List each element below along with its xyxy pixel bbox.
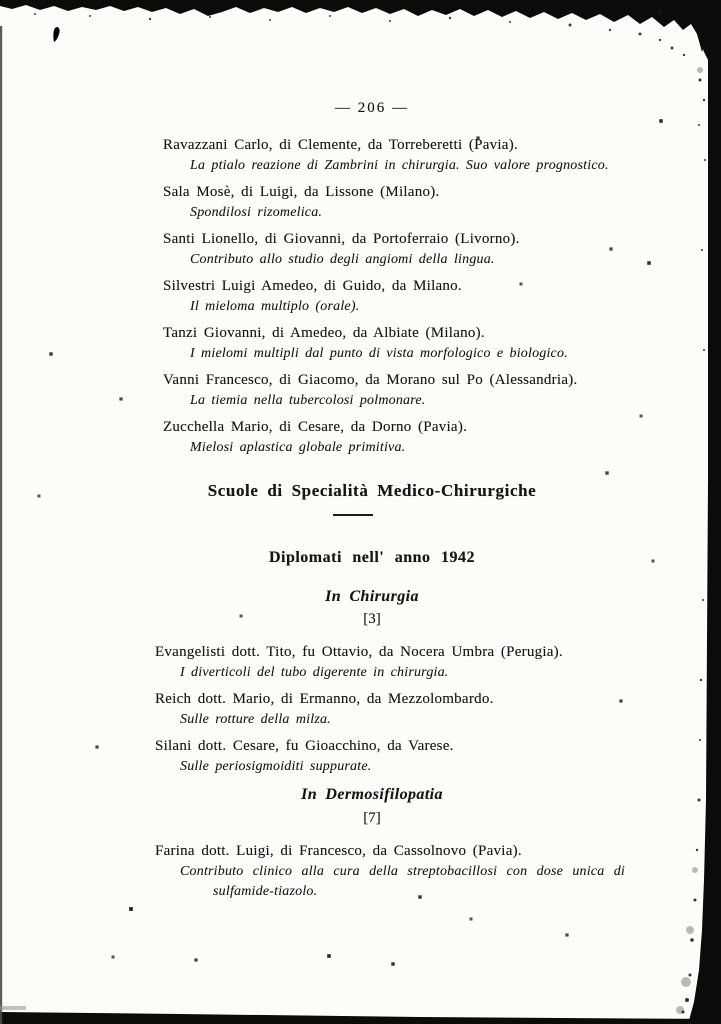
- graduate-entry: [0, 416, 721, 458]
- graduate-entry: [0, 228, 721, 270]
- graduate-entry: [0, 181, 721, 223]
- thesis-title: I mielomi multipli dal punto di vista morfologico e biologico.: [190, 346, 568, 361]
- graduate-name: Reich dott. Mario, di Ermanno, da Mezzolombardo.: [155, 691, 494, 707]
- graduate-name: Tanzi Giovanni, di Amedeo, da Albiate (Milano).: [163, 325, 485, 341]
- graduate-name: Evangelisti dott. Tito, fu Ottavio, da Nocera Umbra (Perugia).: [155, 644, 563, 660]
- graduate-entry: [0, 688, 721, 730]
- graduate-name: Farina dott. Luigi, di Francesco, da Cassolnovo (Pavia).: [155, 843, 522, 859]
- group-count-dermosifilopatia: [7]: [363, 810, 381, 826]
- graduate-list-top: [0, 134, 721, 463]
- graduate-name: Ravazzani Carlo, di Clemente, da Torreberetti (Pavia).: [163, 137, 518, 153]
- thesis-title: Contributo allo studio degli angiomi della lingua.: [190, 252, 495, 267]
- graduate-entry: [0, 641, 721, 683]
- graduate-name: Silvestri Luigi Amedeo, di Guido, da Milano.: [163, 278, 462, 294]
- thesis-title: La ptialo reazione di Zambrini in chirurgia. Suo valore prognostico.: [190, 158, 609, 173]
- section-title: Scuole di Specialità Medico-Chirurgiche: [207, 481, 537, 500]
- scan-edge-bottom: [0, 1012, 721, 1024]
- graduate-name: Zucchella Mario, di Cesare, da Dorno (Pavia).: [163, 419, 468, 435]
- scan-corner-top-right: [695, 6, 721, 66]
- graduate-entry: [0, 369, 721, 411]
- graduate-entry: [0, 275, 721, 317]
- year-title: Diplomati nell' anno 1942: [268, 549, 476, 566]
- thesis-title: Contributo clinico alla cura della streptobacillosi con dose unica di sulfamide-tiazolo.: [180, 864, 625, 899]
- section-title-rule: [333, 514, 373, 516]
- ink-mark: [53, 27, 59, 42]
- thesis-title: I diverticoli del tubo digerente in chirurgia.: [180, 665, 449, 680]
- graduate-entry: [0, 134, 721, 176]
- thesis-title: La tiemia nella tubercolosi polmonare.: [190, 393, 426, 408]
- group-heading-chirurgia: In Chirurgia: [325, 588, 419, 605]
- graduate-name: Sala Mosè, di Luigi, da Lissone (Milano).: [163, 184, 440, 200]
- thesis-title: Sulle rotture della milza.: [180, 712, 331, 727]
- dust-specks: [0, 0, 2, 2]
- graduate-name: Vanni Francesco, di Giacomo, da Morano sul Po (Alessandria).: [163, 372, 578, 388]
- graduate-entry: [0, 840, 721, 902]
- group-count-chirurgia: [3]: [363, 611, 381, 627]
- graduate-entry: [0, 322, 721, 364]
- graduate-entry: [0, 735, 721, 777]
- thesis-title: Mielosi aplastica globale primitiva.: [190, 440, 406, 455]
- thesis-title: Spondilosi rizomelica.: [190, 205, 323, 220]
- thesis-title: Sulle periosigmoiditi suppurate.: [180, 759, 372, 774]
- page-number: — 206 —: [335, 100, 409, 116]
- group-heading-dermosifilopatia: In Dermosifilopatia: [301, 786, 443, 803]
- graduate-list-chirurgia: [0, 641, 721, 782]
- scan-edge-top: [0, 0, 721, 52]
- graduate-name: Silani dott. Cesare, fu Gioacchino, da Varese.: [155, 738, 454, 754]
- graduate-list-dermosifilopatia: [0, 840, 721, 907]
- graduate-name: Santi Lionello, di Giovanni, da Portoferraio (Livorno).: [163, 231, 520, 247]
- thesis-title: Il mieloma multiplo (orale).: [190, 299, 360, 314]
